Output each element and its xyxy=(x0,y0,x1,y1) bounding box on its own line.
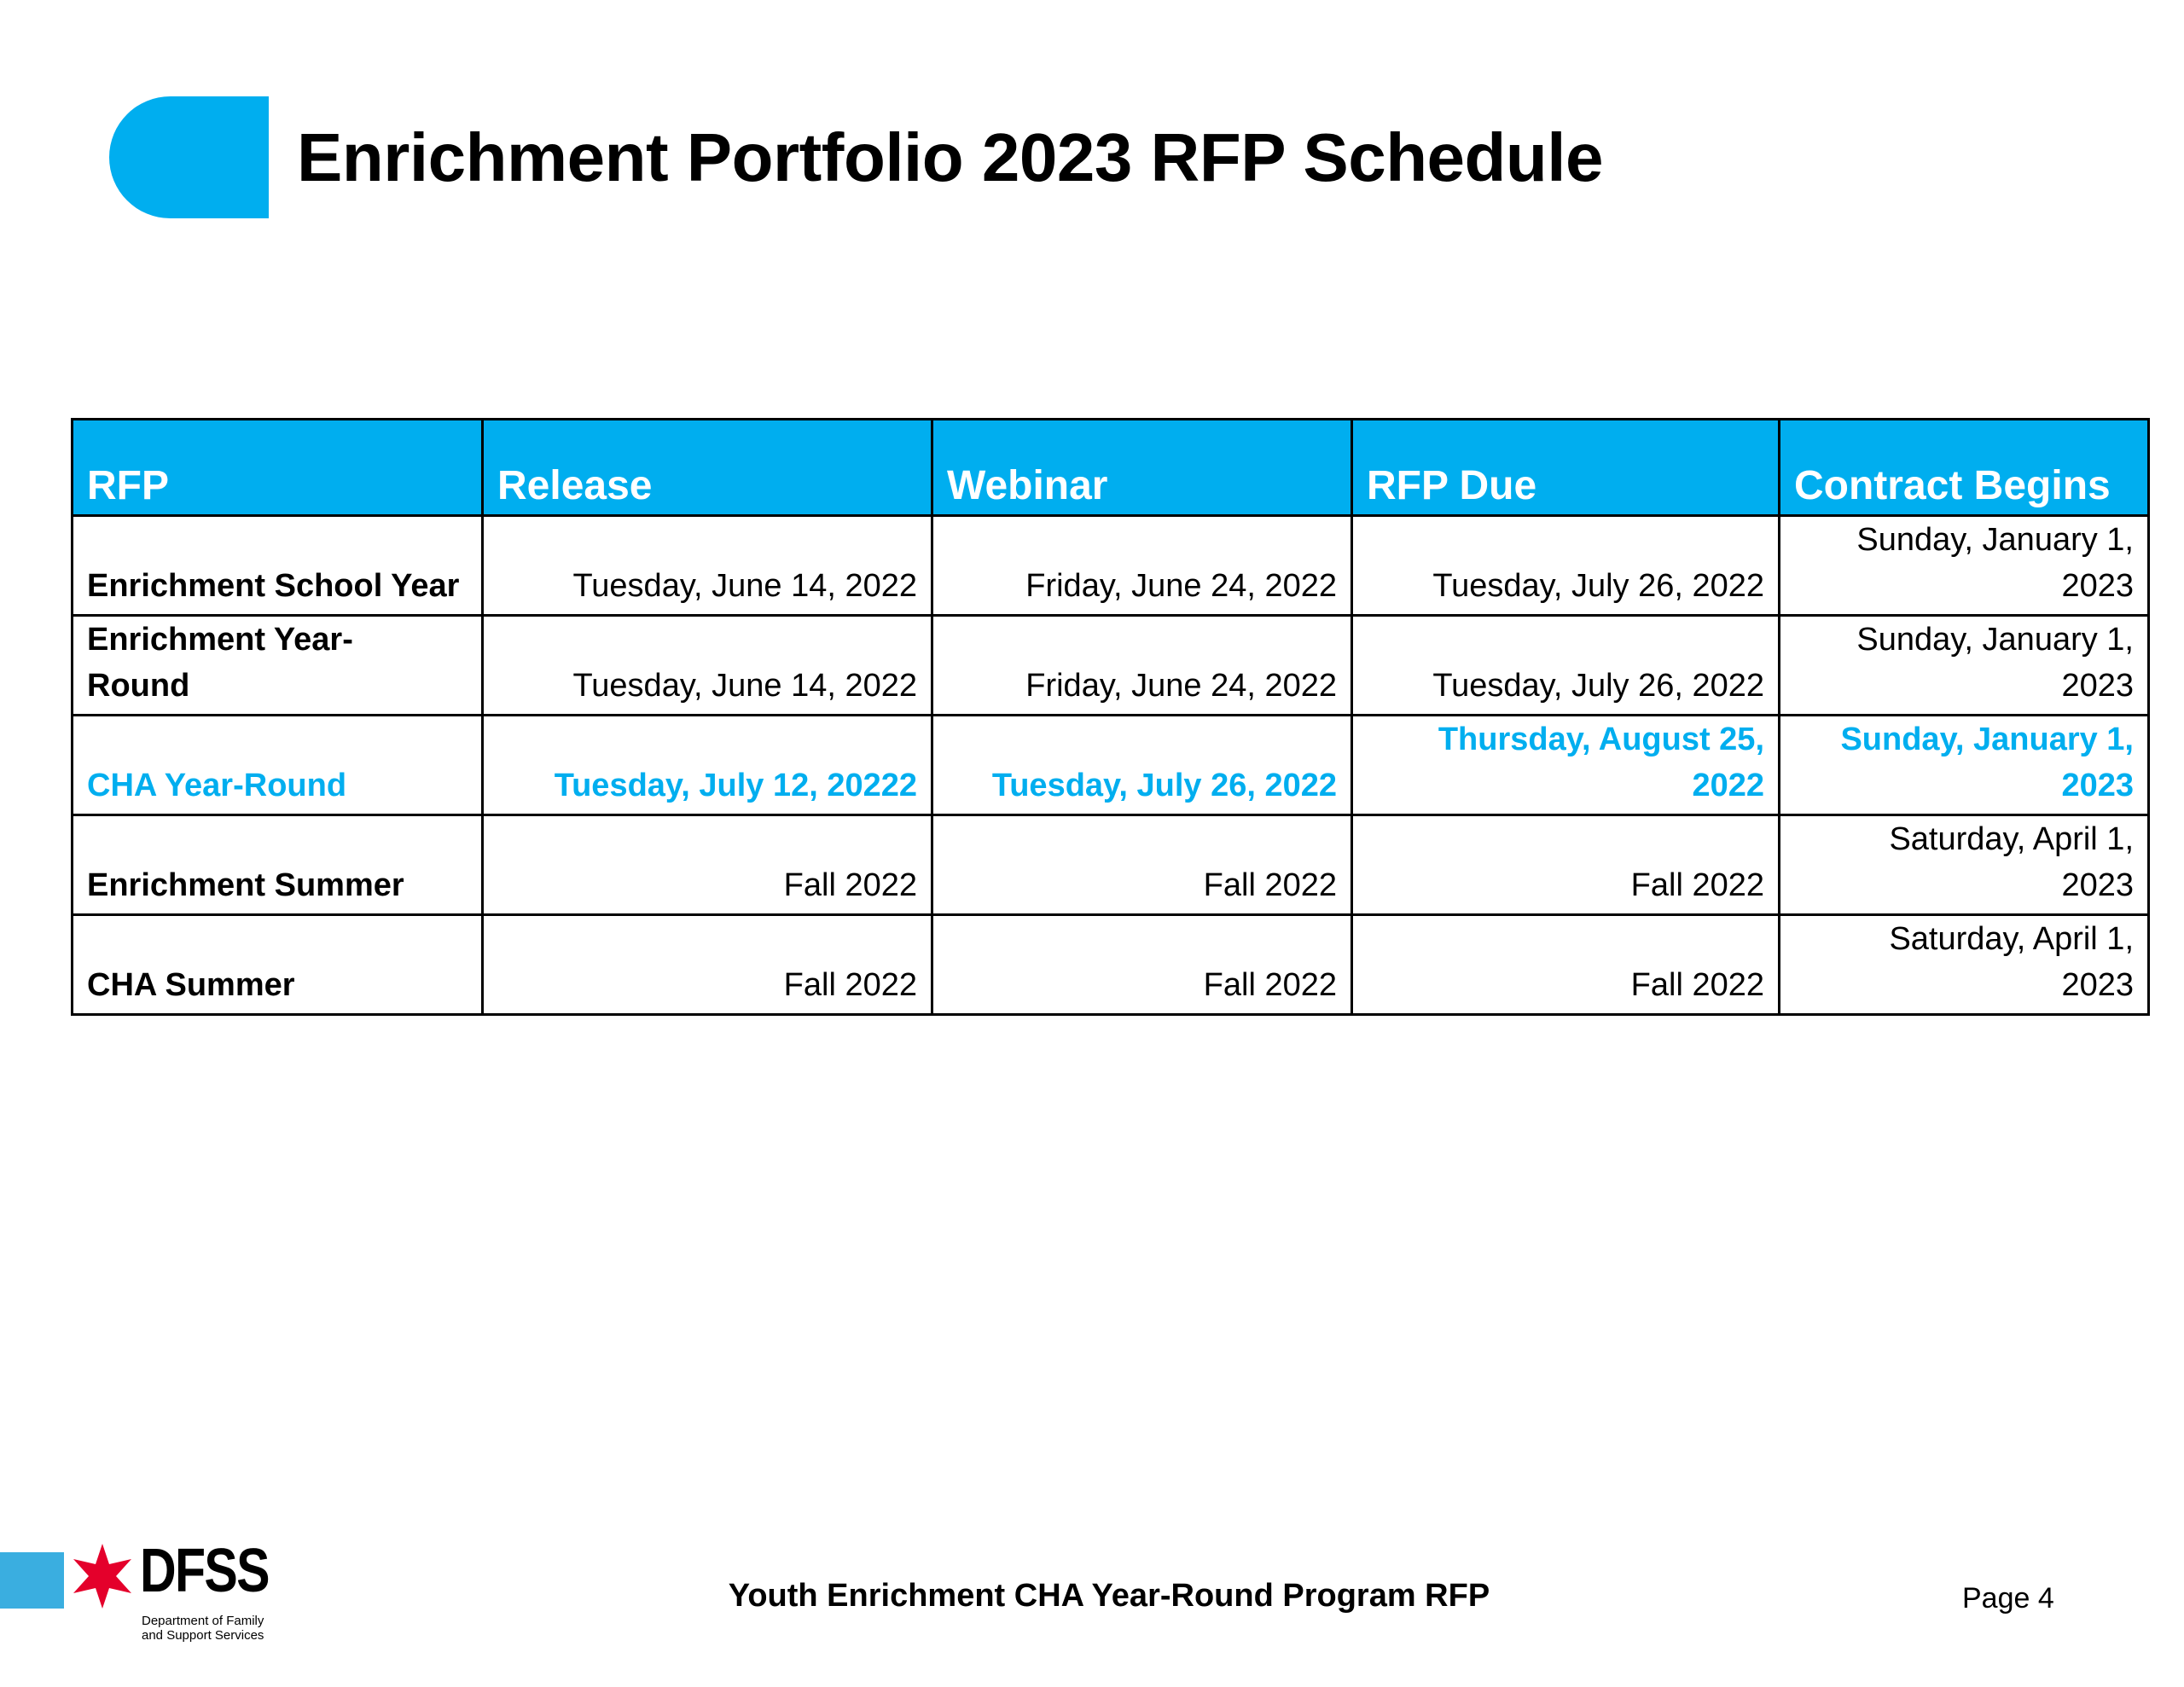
rfp-due-cell xyxy=(1352,716,1780,815)
contract-begins-line1: Sunday, January 1, xyxy=(1840,722,2134,757)
contract-begins-cell xyxy=(1780,815,2149,915)
contract-begins-line2: 2023 xyxy=(2061,967,2134,1003)
rfp-due-cell: Fall 2022 xyxy=(1352,815,1780,915)
contract-begins-line1: Saturday, April 1, xyxy=(1889,821,2134,857)
table-row-highlighted xyxy=(73,716,2149,815)
rfp-due-line2: 2022 xyxy=(1692,768,1764,803)
contract-begins-cell xyxy=(1780,516,2149,616)
webinar-cell: Tuesday, July 26, 2022 xyxy=(932,716,1352,815)
release-cell: Tuesday, July 12, 20222 xyxy=(483,716,932,815)
contract-begins-line1: Sunday, January 1, xyxy=(1856,522,2134,558)
rfp-name-cell xyxy=(73,616,483,716)
page-title: Enrichment Portfolio 2023 RFP Schedule xyxy=(297,119,1603,195)
column-header-rfp-due: RFP Due xyxy=(1352,420,1780,516)
webinar-cell: Friday, June 24, 2022 xyxy=(932,516,1352,616)
rfp-due-cell: Fall 2022 xyxy=(1352,915,1780,1015)
rfp-name-cell: CHA Year-Round xyxy=(73,716,483,815)
release-cell: Fall 2022 xyxy=(483,815,932,915)
column-header-webinar: Webinar xyxy=(932,420,1352,516)
contract-begins-cell xyxy=(1780,616,2149,716)
table-row xyxy=(73,616,2149,716)
title-accent-shape xyxy=(109,96,269,218)
rfp-name-cell: Enrichment Summer xyxy=(73,815,483,915)
logo-wordmark: DFSS xyxy=(140,1537,269,1605)
logo-subtitle-line1: Department of Family xyxy=(142,1614,264,1628)
table-row xyxy=(73,516,2149,616)
contract-begins-line1: Saturday, April 1, xyxy=(1889,921,2134,957)
rfp-name-line2: Round xyxy=(87,668,190,704)
rfp-due-line1: Thursday, August 25, xyxy=(1438,722,1764,757)
rfp-name-line1: Enrichment Year- xyxy=(87,622,353,658)
webinar-cell: Fall 2022 xyxy=(932,915,1352,1015)
release-cell: Tuesday, June 14, 2022 xyxy=(483,516,932,616)
release-cell: Tuesday, June 14, 2022 xyxy=(483,616,932,716)
contract-begins-cell xyxy=(1780,716,2149,815)
rfp-due-cell: Tuesday, July 26, 2022 xyxy=(1352,516,1780,616)
contract-begins-cell xyxy=(1780,915,2149,1015)
rfp-name-cell: Enrichment School Year xyxy=(73,516,483,616)
contract-begins-line2: 2023 xyxy=(2061,768,2134,803)
column-header-rfp: RFP xyxy=(73,420,483,516)
page-number: Page 4 xyxy=(1962,1582,2054,1615)
rfp-schedule-table xyxy=(71,418,2150,1016)
table-row xyxy=(73,815,2149,915)
column-header-release: Release xyxy=(483,420,932,516)
table-row xyxy=(73,915,2149,1015)
rfp-due-cell: Tuesday, July 26, 2022 xyxy=(1352,616,1780,716)
column-header-contract-begins: Contract Begins xyxy=(1780,420,2149,516)
rfp-name-cell: CHA Summer xyxy=(73,915,483,1015)
release-cell: Fall 2022 xyxy=(483,915,932,1015)
contract-begins-line1: Sunday, January 1, xyxy=(1856,622,2134,658)
contract-begins-line2: 2023 xyxy=(2061,867,2134,903)
table-header-row xyxy=(73,420,2149,516)
logo-subtitle-line2: and Support Services xyxy=(142,1628,264,1643)
footer-title: Youth Enrichment CHA Year-Round Program RFP xyxy=(728,1578,1490,1614)
contract-begins-line2: 2023 xyxy=(2061,568,2134,604)
webinar-cell: Fall 2022 xyxy=(932,815,1352,915)
contract-begins-line2: 2023 xyxy=(2061,668,2134,704)
webinar-cell: Friday, June 24, 2022 xyxy=(932,616,1352,716)
logo-subtitle xyxy=(142,1614,270,1643)
